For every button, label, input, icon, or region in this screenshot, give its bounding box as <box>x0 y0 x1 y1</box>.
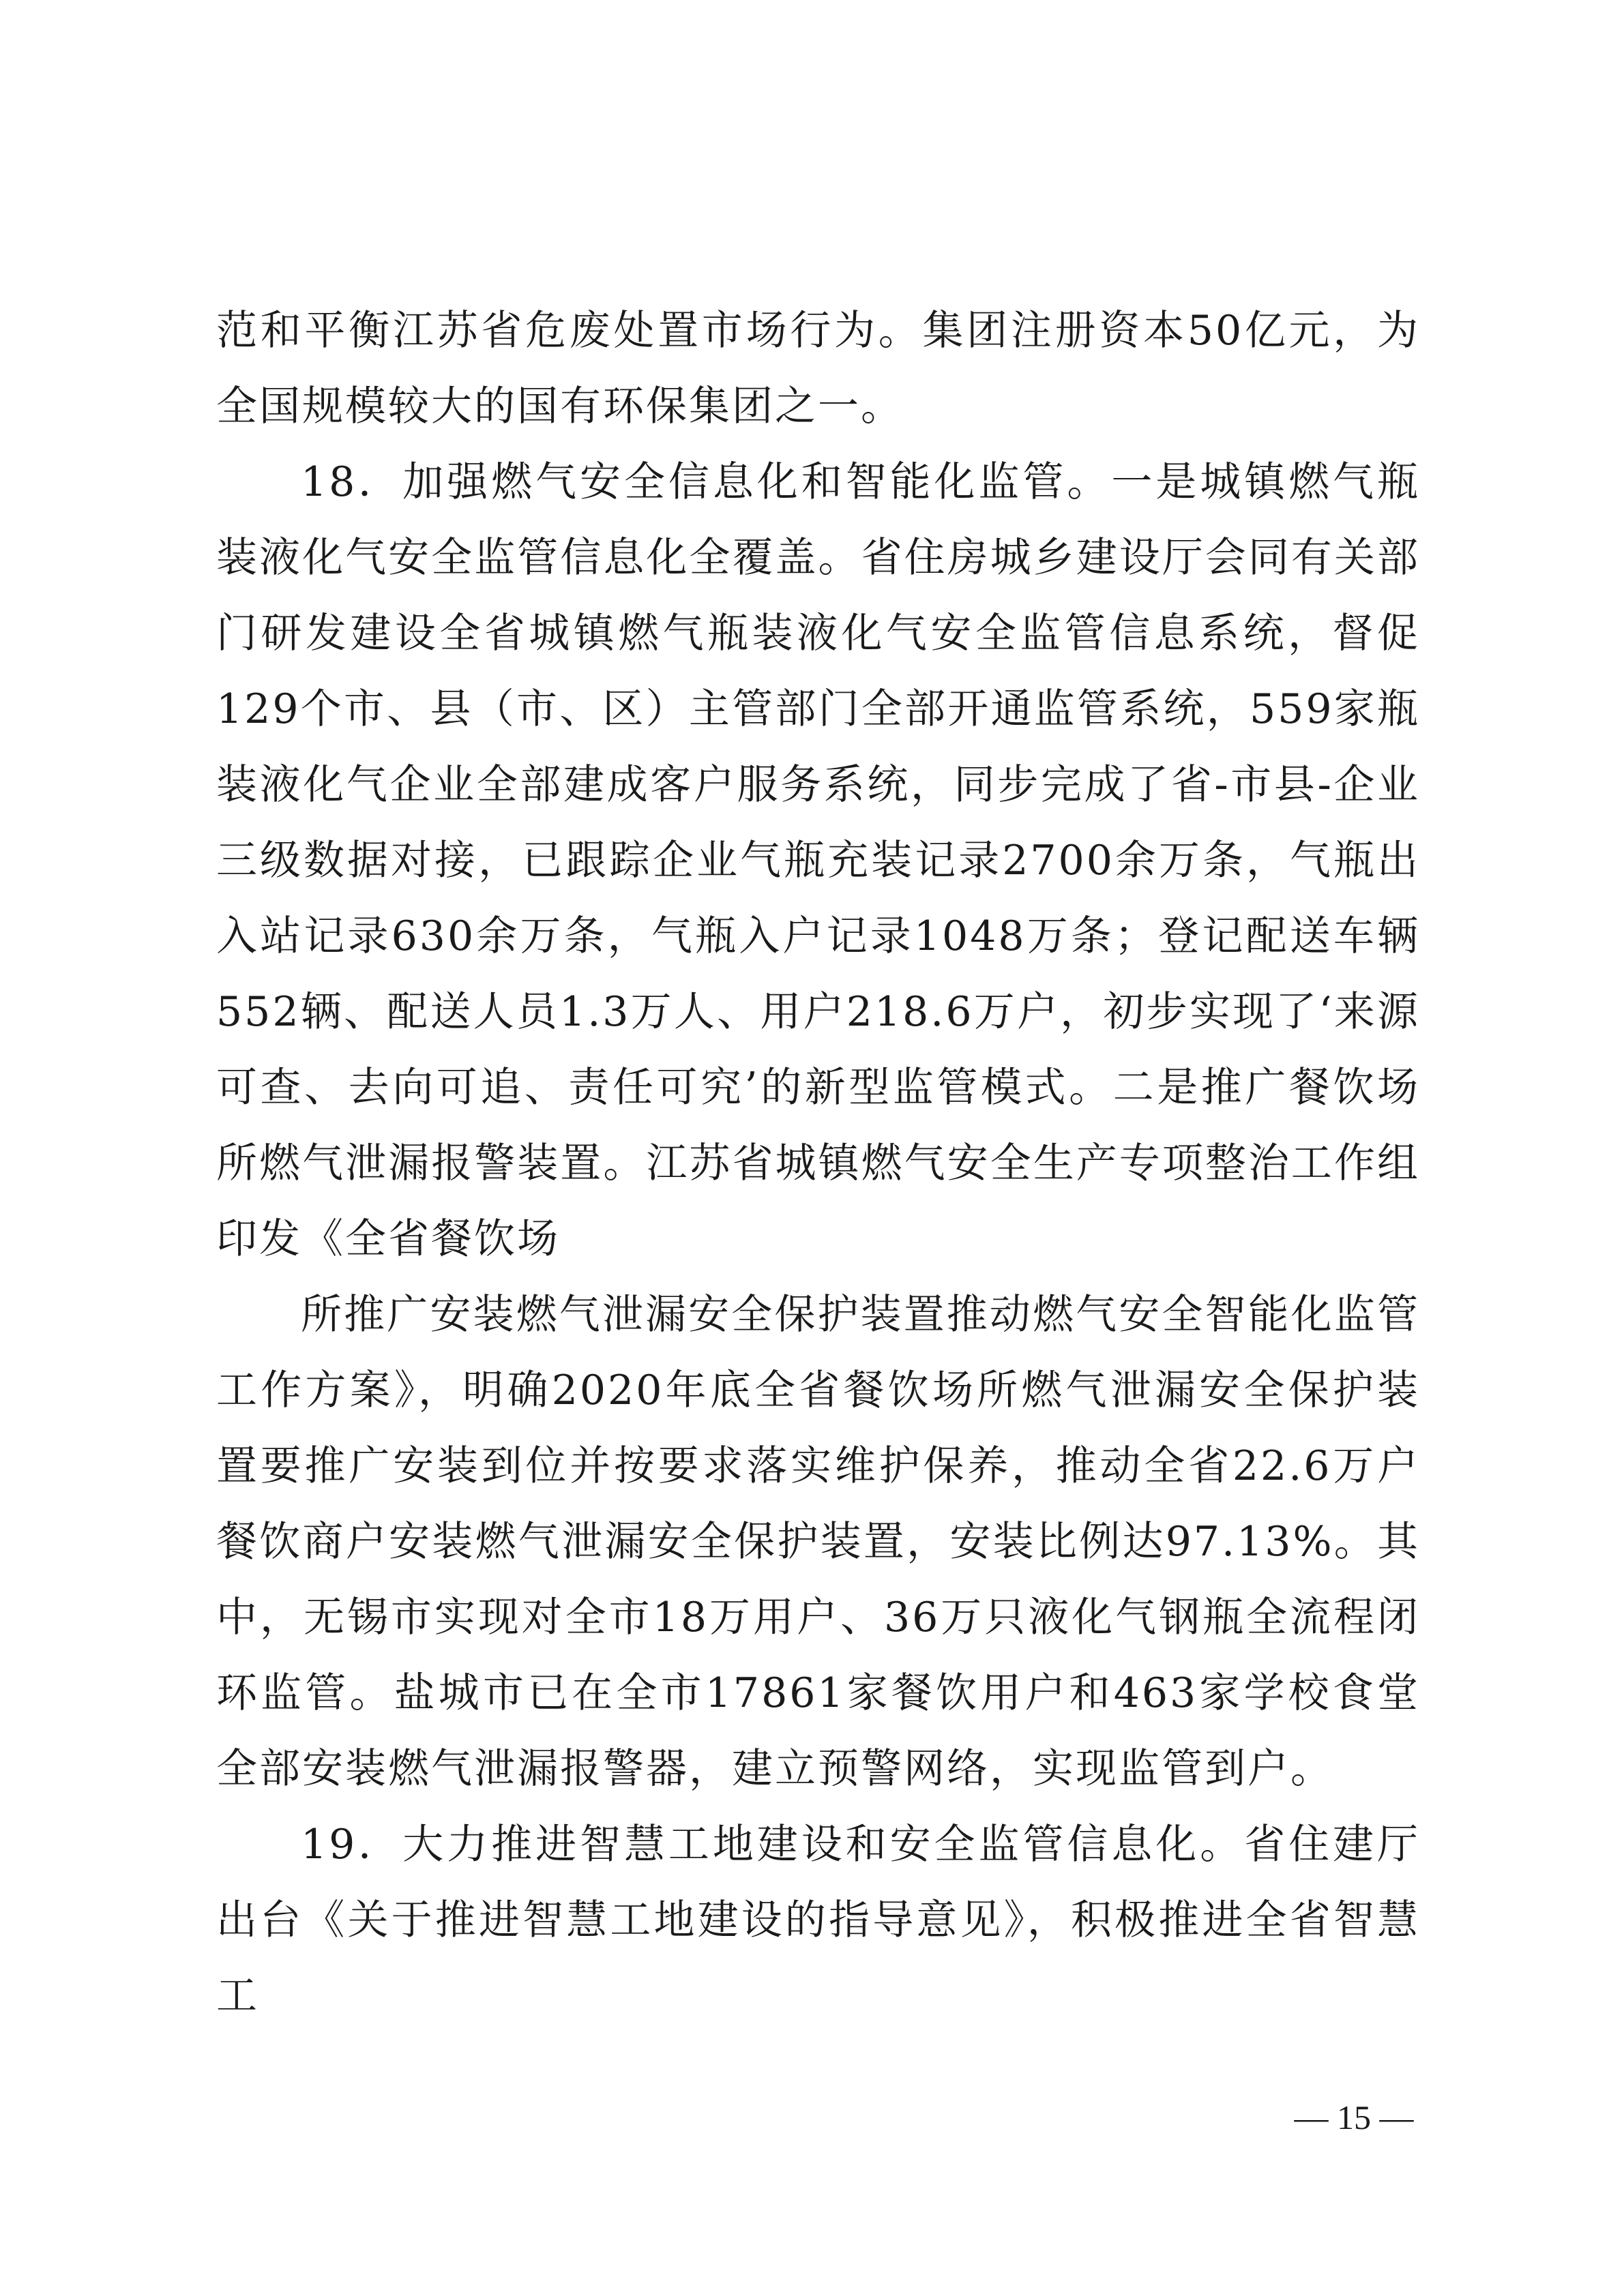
paragraph-continuation: 范和平衡江苏省危废处置市场行为。集团注册资本50亿元，为全国规模较大的国有环保集团之一。 <box>216 307 1420 430</box>
document-body <box>216 293 1420 2034</box>
paragraph-item-18-continued: 所推广安装燃气泄漏安全保护装置推动燃气安全智能化监管工作方案》，明确2020年底全省餐饮场所燃气泄漏安全保护装置要推广安装到位并按要求落实维护保养，推动全省22.6万户餐饮商户安装燃气泄漏安全保护装置，安装比例达97.13%。其中，无锡市实现对全市18万用户、36万只液化气钢瓶全流程闭环监管。盐城市已在全市17861家餐饮用户和463家学校食堂全部安装燃气泄漏报警器，建立预警网络，实现监管到户。 <box>216 1291 1420 1793</box>
page-number: — 15 — <box>1294 2098 1414 2136</box>
paragraph-item-19: 19．大力推进智慧工地建设和安全监管信息化。省住建厅出台《关于推进智慧工地建设的指导意见》，积极推进全省智慧工 <box>216 1821 1420 2020</box>
paragraph-item-18: 18．加强燃气安全信息化和智能化监管。一是城镇燃气瓶装液化气安全监管信息化全覆盖。省住房城乡建设厅会同有关部门研发建设全省城镇燃气瓶装液化气安全监管信息系统，督促129个市、县（市、区）主管部门全部开通监管系统，559家瓶装液化气企业全部建成客户服务系统，同步完成了省-市县-企业三级数据对接，已跟踪企业气瓶充装记录2700余万条，气瓶出入站记录630余万条，气瓶入户记录1048万条；登记配送车辆552辆、配送人员1.3万人、用户218.6万户，初步实现了‘来源可查、去向可追、责任可究’的新型监管模式。二是推广餐饮场所燃气泄漏报警装置。江苏省城镇燃气安全生产专项整治工作组印发《全省餐饮场 <box>216 458 1420 1263</box>
